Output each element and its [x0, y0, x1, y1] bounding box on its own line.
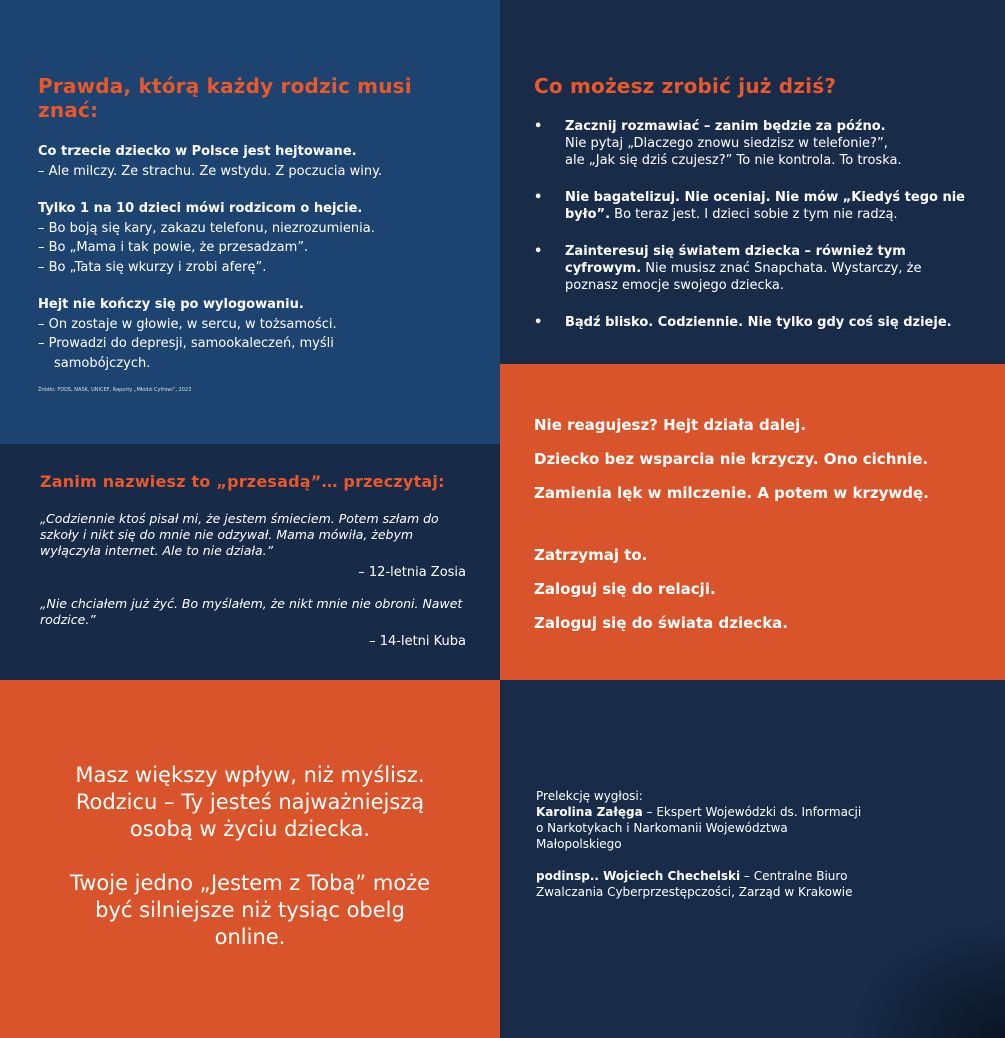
todo-item-3-rest: Nie musisz znać Snapchata. Wystarczy, że poznasz emocje swojego dziecka. [565, 261, 922, 293]
cta-line-4: Zatrzymaj to. [534, 546, 648, 564]
influence-paragraph-2 [20, 870, 480, 951]
truth-source: Źródło: FDDS, NASK, UNICEF, Raporty „Młodzi Cyfrowi”, 2023 [38, 387, 192, 393]
quote-1: „Codziennie ktoś pisał mi, że jestem śmieciem. Potem szłam do szkoły i nikt się do mnie nie odzywał. Mama mówiła, żebym wyłączyła internet. Ale to nie działa.” [40, 511, 439, 558]
todo-item-1-line-1: Nie pytaj „Dlaczego znowu siedzisz w telefonie?”, [565, 136, 888, 151]
bullet-icon: • [534, 190, 543, 205]
todo-item-1-line-2: ale „Jak się dziś czujesz?” To nie kontrola. To troska. [565, 153, 902, 168]
todo-item-2-bold: Nie bagatelizuj. Nie oceniaj. Nie mów „Kiedyś tego nie było”. [565, 190, 966, 222]
todo-item-3 [534, 243, 975, 294]
bullet-icon: • [534, 315, 543, 330]
speaker-2-line-1 [536, 868, 975, 884]
speaker-1-role-2: o Narkotykach i Narkomanii Województwa [536, 821, 788, 835]
speaker-1-role-3: Małopolskiego [536, 837, 622, 851]
todo-section [500, 0, 1005, 364]
truth-p3-line-1: – On zostaje w głowie, w sercu, w tożsamości. [38, 316, 337, 332]
truth-section [0, 0, 500, 444]
quote-2: „Nie chciałem już żyć. Bo myślałem, że nikt mnie nie obroni. Nawet rodzice.” [40, 596, 463, 627]
quote-1-author: – 12-letnia Zosia [358, 565, 466, 580]
truth-p3-line-3: samobójczych. [54, 355, 151, 371]
cta-line-6: Zaloguj się do świata dziecka. [534, 614, 788, 632]
truth-paragraph-1 [38, 142, 464, 181]
todo-title: Co możesz zrobić już dziś? [534, 74, 837, 98]
todo-list [534, 118, 975, 331]
influence-line-5: być silniejsze niż tysiąc obelg [95, 898, 405, 922]
bullet-icon: • [534, 244, 543, 259]
cta-section [500, 364, 1005, 680]
quotes-title: Zanim nazwiesz to „przesadą”… przeczytaj: [40, 472, 445, 491]
cta-line-5: Zaloguj się do relacji. [534, 580, 716, 598]
todo-item-4 [534, 314, 975, 331]
influence-line-4: Twoje jedno „Jestem z Tobą” może [69, 871, 431, 895]
speaker-2-role-1: – Centralne Biuro [740, 869, 848, 883]
truth-paragraph-3 [38, 295, 464, 373]
cta-line-2: Dziecko bez wsparcia nie krzyczy. Ono cichnie. [534, 450, 929, 468]
influence-line-1: Masz większy wpływ, niż myślisz. [75, 763, 425, 787]
quotes-section [0, 444, 500, 680]
speaker-2 [536, 868, 975, 900]
influence-paragraph-1 [20, 762, 480, 843]
todo-item-2-rest: Bo teraz jest. I dzieci sobie z tym nie radzą. [610, 207, 898, 222]
speaker-2-name: podinsp.. Wojciech Chechelski [536, 869, 741, 883]
truth-paragraph-2 [38, 199, 464, 277]
influence-section [0, 680, 500, 1038]
cta-spacer [534, 518, 985, 546]
speaker-1-role-1: – Ekspert Wojewódzki ds. Informacji [642, 805, 862, 819]
bullet-icon: • [534, 119, 543, 134]
cta-line-3: Zamienia lęk w milczenie. A potem w krzywdę. [534, 484, 929, 502]
truth-p2-line-3: – Bo „Tata się wkurzy i zrobi aferę”. [38, 259, 267, 275]
truth-p1-line: – Ale milczy. Ze strachu. Ze wstydu. Z poczucia winy. [38, 163, 383, 179]
influence-line-3: osobą w życiu dziecka. [129, 817, 371, 841]
todo-item-3-bold: Zainteresuj się światem dziecka – również tym cyfrowym. [565, 244, 906, 276]
todo-item-1-bold: Zacznij rozmawiać – zanim będzie za późno. [565, 119, 886, 134]
speaker-1 [536, 788, 975, 852]
speaker-2-role-2: Zwalczania Cyberprzestępczości, Zarząd w Krakowie [536, 885, 853, 899]
truth-p2-heading: Tylko 1 na 10 dzieci mówi rodzicom o hejcie. [38, 201, 363, 216]
truth-title: Prawda, którą każdy rodzic musi znać: [38, 74, 412, 122]
speakers-section [500, 680, 1005, 1038]
quote-2-author: – 14-letni Kuba [369, 634, 466, 649]
todo-item-1 [534, 118, 975, 169]
speakers-intro: Prelekcję wygłosi: [536, 789, 643, 803]
truth-p1-heading: Co trzecie dziecko w Polsce jest hejtowane. [38, 144, 357, 159]
truth-p3-heading: Hejt nie kończy się po wylogowaniu. [38, 297, 304, 312]
speaker-1-name: Karolina Załęga [536, 805, 643, 819]
speaker-1-line-1 [536, 804, 975, 820]
truth-p3-line-2: – Prowadzi do depresji, samookaleczeń, myśli [38, 336, 334, 351]
influence-line-6: online. [214, 925, 286, 949]
cta-line-1: Nie reagujesz? Hejt działa dalej. [534, 416, 807, 434]
todo-item-4-bold: Bądź blisko. Codziennie. Nie tylko gdy coś się dzieje. [565, 315, 952, 330]
influence-line-2: Rodzicu – Ty jesteś najważniejszą [75, 790, 425, 814]
truth-p2-line-1: – Bo boją się kary, zakazu telefonu, niezrozumienia. [38, 220, 375, 236]
truth-p2-line-2: – Bo „Mama i tak powie, że przesadzam”. [38, 240, 309, 255]
todo-item-2 [534, 189, 975, 223]
